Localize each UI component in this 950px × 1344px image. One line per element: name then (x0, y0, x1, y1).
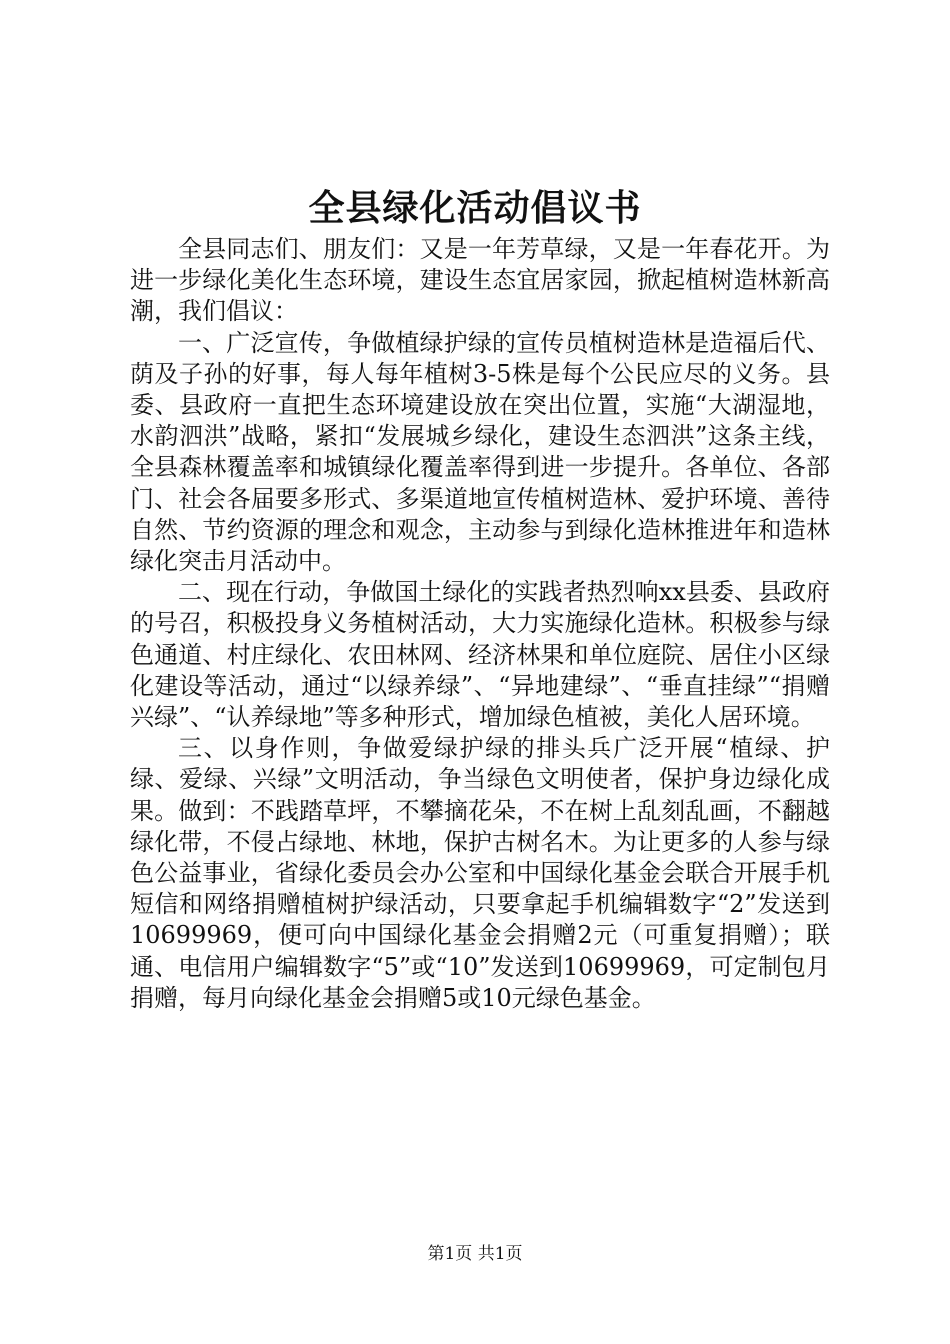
paragraph-point-three: 三、以身作则，争做爱绿护绿的排头兵广泛开展“植绿、护绿、爱绿、兴绿”文明活动，争当绿色文明使者，保护身边绿化成果。做到：不践踏草坪，不攀摘花朵，不在树上乱刻乱画，不翻越绿化带，不侵占绿地、林地，保护古树名木。为让更多的人参与绿色公益事业，省绿化委员会办公室和中国绿化基金会联合开展手机短信和网络捐赠植树护绿活动，只要拿起手机编辑数字“2”发送到10699969，便可向中国绿化基金会捐赠2元（可重复捐赠）；联通、电信用户编辑数字“5”或“10”发送到10699969，可定制包月捐赠，每月向绿化基金会捐赠5或10元绿色基金。 (130, 734, 830, 1012)
paragraph-point-one: 一、广泛宣传，争做植绿护绿的宣传员植树造林是造福后代、荫及子孙的好事，每人每年植树3-5株是每个公民应尽的义务。县委、县政府一直把生态环境建设放在突出位置，实施“大湖湿地，水韵泗洪”战略，紧扣“发展城乡绿化，建设生态泗洪”这条主线，全县森林覆盖率和城镇绿化覆盖率得到进一步提升。各单位、各部门、社会各届要多形式、多渠道地宣传植树造林、爱护环境、善待自然、节约资源的理念和观念，主动参与到绿化造林推进年和造林绿化突击月活动中。 (130, 328, 830, 576)
document-body (130, 234, 830, 1014)
document-title: 全县绿化活动倡议书 (308, 187, 642, 229)
paragraph-greeting: 全县同志们、朋友们：又是一年芳草绿，又是一年春花开。为进一步绿化美化生态环境，建设生态宜居家园，掀起植树造林新高潮，我们倡议： (130, 235, 830, 326)
paragraph-point-two: 二、现在行动，争做国土绿化的实践者热烈响xx县委、县政府的号召，积极投身义务植树活动，大力实施绿化造林。积极参与绿色通道、村庄绿化、农田林网、经济林果和单位庭院、居住小区绿化建设等活动，通过“以绿养绿”、“异地建绿”、“垂直挂绿”“捐赠兴绿”、“认养绿地”等多种形式，增加绿色植被，美化人居环境。 (130, 578, 830, 732)
page-number-footer: 第1页 共1页 (427, 1244, 523, 1264)
